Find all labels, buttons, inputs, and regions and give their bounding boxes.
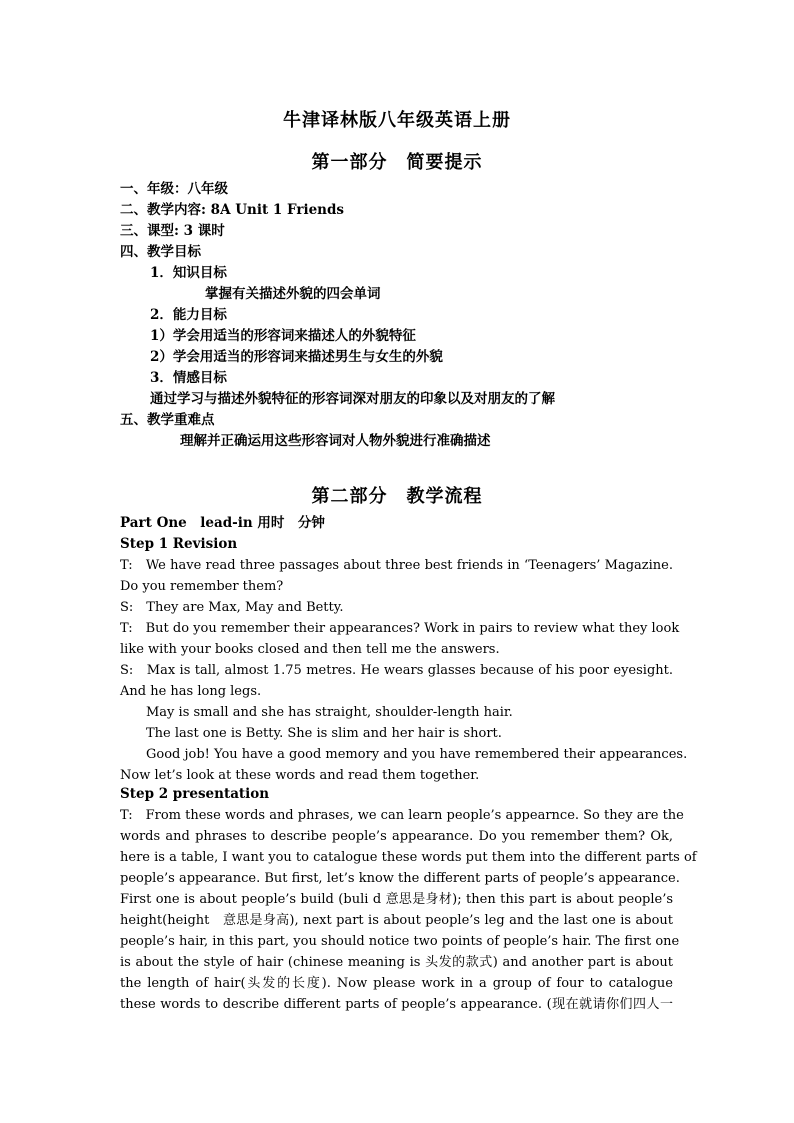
keypoints-text: 理解并正确运用这些形容词对人物外貌进行准确描述 <box>180 433 491 449</box>
part1-title: 第一部分 简要提示 <box>311 152 483 173</box>
step1-line: Good job! You have a good memory and you have remembered their appearances. <box>120 747 688 762</box>
step2-heading: Step 2 presentation <box>120 786 270 802</box>
step1-line: The last one is Betty. She is slim and her hair is short. <box>120 726 502 741</box>
part2-title: 第二部分 教学流程 <box>311 486 483 507</box>
step2-line: the length of hair(头发的长度). Now please work in a group of four to catalogue <box>120 976 673 991</box>
keypoints-heading: 五、教学重难点 <box>120 412 215 428</box>
summary-goals-heading: 四、教学目标 <box>120 244 201 260</box>
step1-line: May is small and she has straight, shoulder-length hair. <box>120 705 513 720</box>
step2-line: First one is about people’s build (buli d 意思是身材); then this part is about people’s <box>120 892 673 907</box>
step1-line: S: Max is tall, almost 1.75 metres. He wears glasses because of his poor eyesight. <box>120 663 673 678</box>
summary-grade: 一、年级：八年级 <box>120 181 228 197</box>
document-title: 牛津译林版八年级英语上册 <box>283 110 511 131</box>
step1-line: And he has long legs. <box>120 684 262 699</box>
step1-heading: Step 1 Revision <box>120 536 238 552</box>
step2-line: people’s appearance. But first, let’s know the different parts of people’s appearance. <box>120 871 680 886</box>
step1-body <box>120 555 688 786</box>
goal3-heading: 3．情感目标 <box>150 370 227 386</box>
step1-line: Now let’s look at these words and read them together. <box>120 768 480 783</box>
part-one-heading: Part One lead-in 用时 分钟 <box>120 515 325 531</box>
step2-line: is about the style of hair (chinese meaning is 头发的款式) and another part is about <box>120 955 673 970</box>
step2-body <box>120 805 697 1015</box>
goal1-heading: 1．知识目标 <box>150 265 227 281</box>
step2-line: height(height 意思是身高), next part is about people’s leg and the last one is about <box>120 913 673 928</box>
goal3-text: 通过学习与描述外貌特征的形容词深对朋友的印象以及对朋友的了解 <box>150 391 555 407</box>
summary-content: 二、教学内容: 8A Unit 1 Friends <box>120 202 345 218</box>
step1-line: like with your books closed and then tell me the answers. <box>120 642 500 657</box>
summary-lessons: 三、课型: 3 课时 <box>120 223 225 239</box>
step2-line: here is a table, I want you to catalogue these words put them into the different parts of <box>120 850 697 865</box>
goal2-item1: 1）学会用适当的形容词来描述人的外貌特征 <box>150 328 416 344</box>
step2-line: words and phrases to describe people’s appearance. Do you remember them? Ok, <box>120 829 673 844</box>
goal1-text: 掌握有关描述外貌的四会单词 <box>205 286 381 302</box>
step1-line: T: But do you remember their appearances? Work in pairs to review what they look <box>120 621 680 636</box>
step2-line: people’s hair, in this part, you should notice two points of people’s hair. The first one <box>120 934 680 949</box>
goal2-item2: 2）学会用适当的形容词来描述男生与女生的外貌 <box>150 349 443 365</box>
goal2-heading: 2．能力目标 <box>150 307 227 323</box>
step2-line: these words to describe different parts of people’s appearance. (现在就请你们四人一 <box>120 997 673 1012</box>
step1-line: T: We have read three passages about three best friends in ‘Teenagers’ Magazine. <box>120 558 673 573</box>
step2-line: T: From these words and phrases, we can learn people’s appearnce. So they are the <box>120 808 684 823</box>
step1-line: Do you remember them? <box>120 579 284 594</box>
step1-line: S: They are Max, May and Betty. <box>120 600 344 615</box>
